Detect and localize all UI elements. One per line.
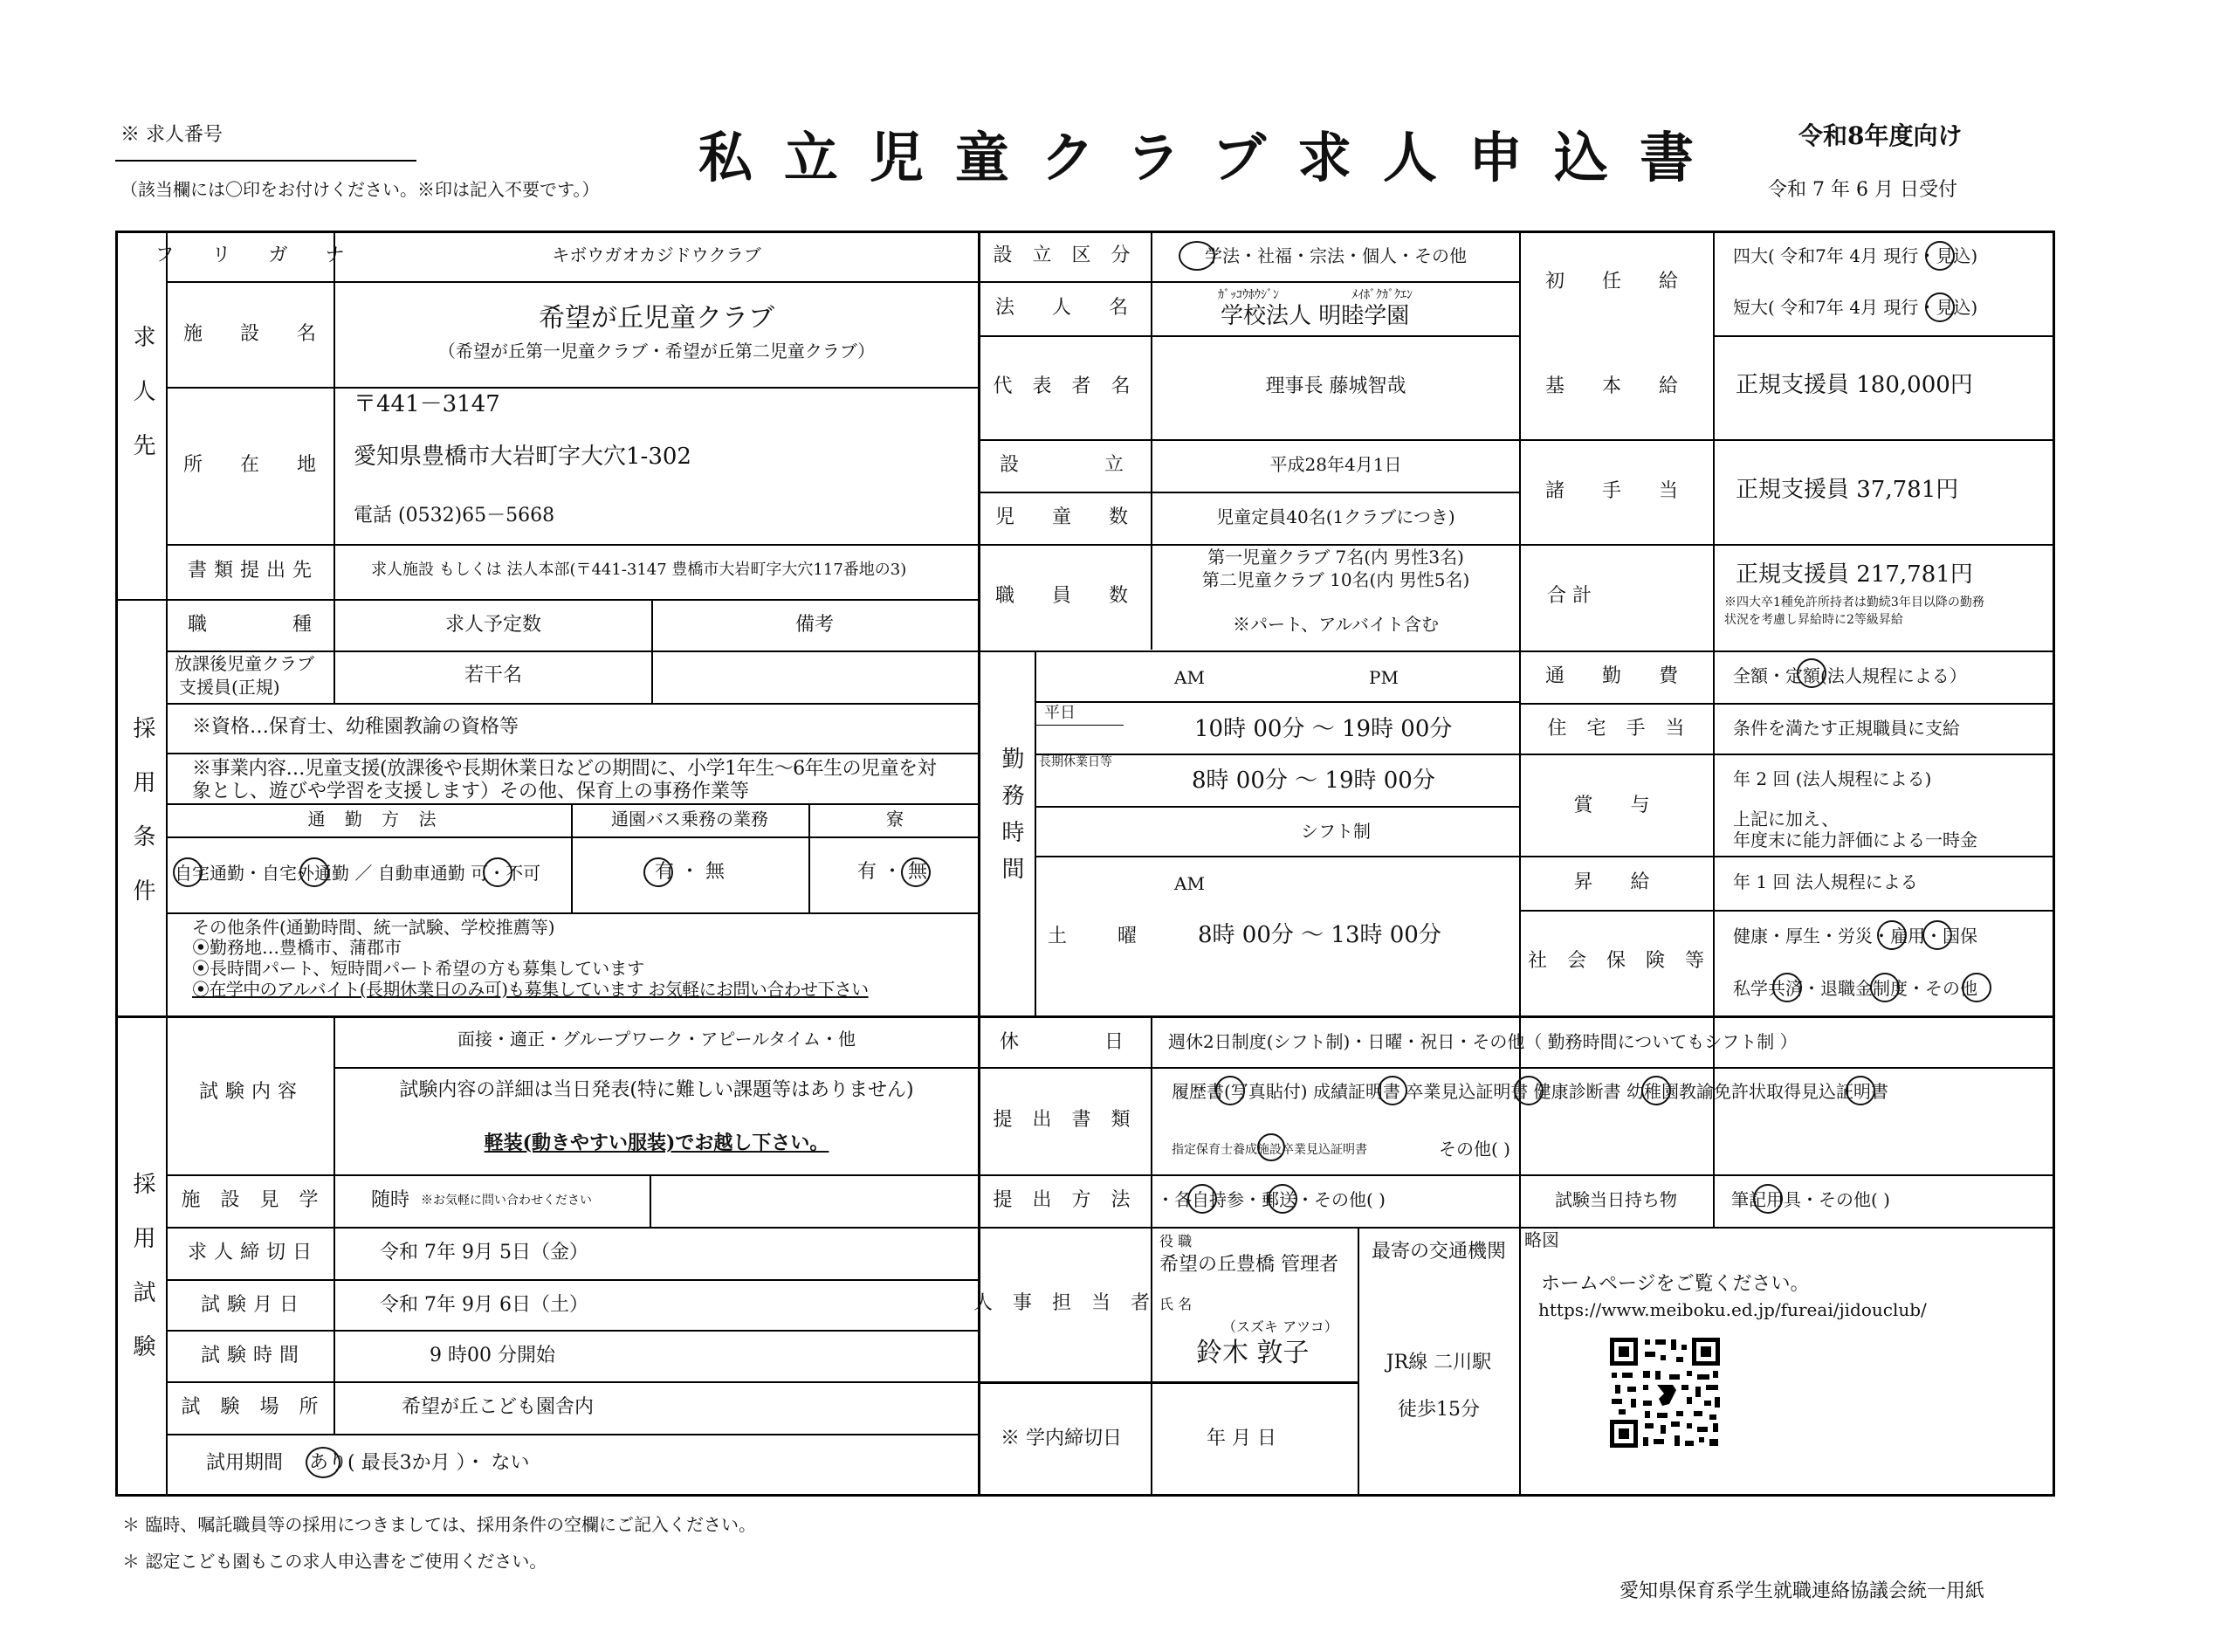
value-shimei-kana: （スズキ アツコ）: [1222, 1318, 1338, 1335]
label-shozaichi: 所 在 地: [183, 454, 332, 476]
value-kengaku: 随時: [371, 1189, 410, 1211]
value-setsuritsu: 平成28年4月1日: [1269, 454, 1402, 475]
value-shokushu-1: 放課後児童クラブ: [175, 653, 314, 674]
label-daihyo: 代 表 者 名: [993, 375, 1138, 397]
value-teate: 正規支援員 37,781円: [1736, 477, 1959, 503]
value-hp-2: https://www.meiboku.ed.jp/fureai/jidouclub/: [1538, 1299, 1927, 1320]
mark-rireki: [1215, 1076, 1245, 1105]
label-jutaku: 住 宅 手 当: [1547, 718, 1692, 740]
value-shokushu-2: 支援員(正規): [179, 677, 280, 698]
value-sonota-1: その他条件(通勤時間、統一試験、学校推薦等): [192, 917, 555, 938]
label-shimei: 氏 名: [1159, 1296, 1193, 1312]
mark-jisan: [1187, 1184, 1217, 1214]
label-jidosu: 児 童 数: [995, 506, 1144, 528]
kyujin-bango-underline: [115, 160, 416, 162]
label-chokikyu: 長期休業日等: [1039, 755, 1112, 769]
footer-note-2: ＊ 認定こども園もこの求人申込書をご使用ください。: [122, 1551, 547, 1572]
section-kyujin: 求人先: [129, 325, 155, 487]
label-shoyo: 賞 与: [1573, 795, 1666, 816]
label-gakunai: ※ 学内締切日: [1001, 1428, 1122, 1449]
value-doyo-time: 8時 00分 ～ 13時 00分: [1198, 922, 1441, 948]
label-shisetsu: 施 設 名: [183, 323, 332, 345]
label-setsuritsu: 設 立: [999, 454, 1140, 476]
label-doyo: 土 曜: [1047, 926, 1153, 947]
value-shokuin-2: 第二児童クラブ 10名(内 男性5名): [1201, 569, 1470, 590]
value-teishutsu-2b: その他( ): [1439, 1139, 1510, 1160]
mark-sotsugyo: [1514, 1076, 1544, 1105]
value-gakunai: 年 月 日: [1207, 1428, 1276, 1449]
value-shisetsu-sub: （希望が丘第一児童クラブ・希望が丘第二児童クラブ）: [437, 341, 876, 361]
value-shikenbi: 令和 7年 9月 6日（土）: [380, 1294, 588, 1316]
value-jutaku: 条件を満たす正規職員に支給: [1733, 718, 1960, 739]
value-shokuin-1: 第一児童クラブ 7名(内 男性3名): [1207, 547, 1464, 568]
value-zip: 〒441－3147: [354, 391, 500, 417]
value-tsukin: 自宅通勤・自宅外通勤 ／ 自動車通勤 可・不可: [175, 863, 541, 884]
label-tsukin-hoho: 通 勤 方 法: [307, 809, 444, 829]
label-shiken-jikan: 試験時間: [200, 1345, 306, 1366]
label-tsukinhi: 通 勤 費: [1545, 665, 1694, 687]
value-mochimono: 筆記用具・その他( ): [1731, 1189, 1890, 1210]
value-tel: 電話 (0532)65－5668: [354, 505, 555, 527]
value-shikaku: ※資格…保育士、幼稚園教諭の資格等: [192, 716, 519, 738]
label-ryo: 寮: [886, 809, 904, 829]
value-hp-1: ホームページをご覧ください。: [1541, 1273, 1810, 1295]
label-mochimono: 試験当日持ち物: [1555, 1189, 1677, 1210]
value-gokei-note-2: 状況を考慮し昇給時に2等級昇給: [1724, 613, 1903, 627]
mark-ari: [306, 1447, 340, 1478]
label-kengaku: 施 設 見 学: [181, 1189, 326, 1211]
value-shiken-basho: 希望が丘こども園舎内: [402, 1396, 595, 1418]
label-kyujitsu: 休 日: [999, 1031, 1140, 1053]
value-shoyo-3: 年度末に能力評価による一時金: [1733, 829, 1977, 850]
value-shiken-naiyo-3: 軽装(動きやすい服装)でお越し下さい。: [484, 1132, 829, 1154]
mark-yosei: [1257, 1133, 1285, 1161]
value-gokei: 正規支援員 217,781円: [1736, 561, 1973, 588]
label-yakushoku: 役 職: [1159, 1233, 1193, 1249]
label-teishutsu-hoho: 提 出 方 法: [993, 1189, 1138, 1211]
value-address: 愛知県豊橋市大岩町字大穴1-302: [354, 444, 691, 470]
value-kihon: 正規支援員 180,000円: [1736, 372, 1973, 398]
value-shokyu: 年 1 回 法人規程による: [1733, 871, 1918, 892]
value-shift: シフト制: [1301, 821, 1371, 842]
section-saiyo-shiken: 採用試験: [129, 1172, 155, 1388]
section-saiyo-joken: 採用条件: [129, 716, 155, 933]
value-setsuritsu-kubun: 学法・社福・宗法・個人・その他: [1205, 245, 1467, 266]
label-shiken-naiyo: 試験内容: [198, 1081, 305, 1103]
mark-rosai: [1877, 920, 1907, 950]
label-shiken-basho: 試 験 場 所: [181, 1396, 326, 1418]
value-shiyo-kikan: あり( 最長3か月 ）・ ない: [309, 1452, 530, 1474]
mark-bus-yu: [643, 857, 673, 887]
value-jigyo-1: ※事業内容…児童支援(放課後や長期休業日などの期間に、小学1年生～6年生の児童を対: [192, 758, 937, 780]
instruction-note: （該当欄には〇印をお付けください。※印は記入不要です。）: [120, 179, 600, 200]
value-shakai-1: 健康・厚生・労災・雇用・国保: [1733, 926, 1977, 946]
label-bus: 通園バス乗務の業務: [611, 809, 768, 829]
mark-shigaku: [1772, 973, 1802, 1002]
value-shisetsu-name: 希望が丘児童クラブ: [539, 303, 774, 334]
label-shikenbi: 試験月日: [200, 1294, 306, 1316]
value-furigana: キボウガオカジドウクラブ: [552, 244, 761, 265]
value-gokei-note-1: ※四大卒1種免許所持者は勤続3年目以降の勤務: [1724, 595, 1984, 609]
label-jinji: 人 事 担 当 者: [973, 1292, 1157, 1314]
mark-ryo-mu: [901, 857, 931, 887]
label-shokyu: 昇 給: [1573, 871, 1666, 893]
mark-jitaku: [173, 857, 203, 887]
value-shiken-naiyo-1: 面接・適正・グループワーク・アピールタイム・他: [457, 1029, 856, 1050]
value-kotsu-2: 徒歩15分: [1398, 1399, 1480, 1421]
value-yakushoku: 希望の丘豊橋 管理者: [1159, 1254, 1338, 1276]
label-shoninkyu: 初 任 給: [1545, 271, 1694, 293]
label-shiyo-kikan: 試用期間: [206, 1452, 284, 1474]
mark-kenko: [1641, 1076, 1671, 1105]
label-shokushu: 職 種: [187, 614, 328, 636]
label-kihonkyu: 基 本 給: [1545, 375, 1694, 397]
value-shoyo-1: 年 2 回 (法人規程による): [1733, 768, 1932, 789]
value-teishutsu-1: 履歴書(写真貼付) 成績証明書 卒業見込証明書 健康診断書 幼稚園教諭免許状取得見込証明書: [1172, 1081, 1889, 1102]
value-pm: PM: [1369, 667, 1399, 688]
value-shokuin-3: ※パート、アルバイト含む: [1233, 614, 1439, 635]
value-hojin-kana-2: ﾒｲﾎﾞｸｶﾞｸｴﾝ: [1351, 288, 1413, 302]
section-kinmu-jikan: 勤務時間: [998, 747, 1024, 893]
value-sonota-3: ⦿長時間パート、短時間パート希望の方も募集しています: [192, 958, 645, 979]
label-biko: 備考: [794, 614, 835, 636]
value-shiken-jikan: 9 時00 分開始: [430, 1345, 555, 1366]
label-shimekiri: 求人締切日: [187, 1242, 320, 1263]
mark-gakuho: [1179, 241, 1215, 271]
label-furigana: フ リ ガ ナ: [155, 244, 361, 266]
label-setsuritsu-kubun: 設 立 区 分: [993, 244, 1138, 266]
received-date: 令和 7 年 6 月 日受付: [1768, 179, 1957, 201]
label-shorui: 書類提出先: [187, 560, 320, 582]
mark-genko-1: [1925, 241, 1955, 271]
value-teishutsu-hoho: ・各自持参・郵送・その他( ): [1157, 1189, 1386, 1210]
value-yotei: 若干名: [464, 664, 523, 686]
label-gokei: 合 計: [1547, 585, 1592, 607]
value-tsukinhi: 全額・定額(法人規程による）: [1733, 665, 1967, 686]
mark-taishokukin: [1870, 973, 1900, 1002]
kyujin-bango-label: ※ 求人番号: [120, 124, 223, 146]
value-kyujitsu: 週休2日制度(シフト制)・日曜・祝日・その他（ 勤務時間についてもシフト制 ）: [1168, 1031, 1798, 1052]
mark-genko-2: [1925, 293, 1955, 322]
value-shoyo-2: 上記に加え、: [1733, 809, 1840, 829]
value-hojin-kana-1: ｶﾞｯｺｳﾎｳｼﾞﾝ: [1218, 288, 1279, 302]
mark-teigaku: [1797, 658, 1826, 688]
value-shimei: 鈴木 敦子: [1196, 1338, 1310, 1368]
value-shorui: 求人施設 もしくは 法人本部(〒441-3147 豊橋市大岩町字大穴117番地の3): [371, 561, 907, 579]
mark-seiseki: [1378, 1076, 1407, 1105]
value-jigyo-2: 象とし、遊びや学習を支援します）その他、保育上の事務作業等: [192, 781, 750, 802]
label-shokuinsu: 職 員 数: [995, 585, 1144, 607]
mark-sonota: [1962, 973, 1991, 1002]
value-shakai-2: 私学共済・退職金制度・その他: [1733, 978, 1977, 999]
label-teate: 諸 手 当: [1545, 480, 1694, 502]
label-ryakuzu: 略図: [1524, 1229, 1559, 1250]
value-kotsu-1: JR線 二川駅: [1386, 1352, 1492, 1373]
label-heijitsu: 平日: [1044, 704, 1076, 722]
label-kotsu: 最寄の交通機関: [1371, 1241, 1507, 1263]
footer-note-1: ＊ 臨時、嘱託職員等の採用につきましては、採用条件の空欄にご記入ください。: [122, 1514, 756, 1535]
label-hojin: 法 人 名: [995, 297, 1144, 319]
footer-org: 愛知県保育系学生就職連絡協議会統一用紙: [1620, 1580, 1985, 1602]
value-shiken-naiyo-2: 試験内容の詳細は当日発表(特に難しい課題等はありません): [399, 1079, 914, 1101]
value-teishutsu-2: 指定保育士養成施設卒業見込証明書: [1172, 1143, 1367, 1157]
mark-ka: [483, 857, 512, 887]
qr-code: [1608, 1336, 1722, 1449]
label-shakai: 社 会 保 険 等: [1528, 950, 1711, 972]
value-shonin-2: 短大( 令和7年 4月 現行・見込): [1733, 297, 1978, 318]
mark-hikki: [1753, 1184, 1783, 1214]
value-heijitsu-time: 10時 00分 ～ 19時 00分: [1194, 716, 1453, 742]
value-kengaku-note: ※お気軽に問い合わせください: [421, 1194, 592, 1208]
value-sonota-4: ⦿在学中のアルバイト(長期休業日のみ可)も募集しています お気軽にお問い合わせ下さい: [192, 979, 869, 1000]
mark-yuso: [1268, 1184, 1297, 1214]
target-year: 令和8年度向け: [1798, 121, 1963, 150]
value-sonota-2: ⦿勤務地…豊橋市、蒲郡市: [192, 937, 402, 958]
value-chokikyu-time: 8時 00分 ～ 19時 00分: [1192, 767, 1435, 794]
label-yotei: 求人予定数: [444, 614, 542, 636]
mark-koyo: [1922, 920, 1952, 950]
value-shonin-1: 四大( 令和7年 4月 現行・見込): [1733, 245, 1978, 266]
value-daihyo: 理事長 藤城智哉: [1265, 375, 1406, 397]
value-am: AM: [1174, 667, 1205, 688]
value-ryo: 有 ・ 無: [857, 861, 927, 883]
value-doyo-am: AM: [1174, 873, 1205, 894]
value-jidosu: 児童定員40名(1クラブにつき): [1216, 506, 1455, 527]
label-teishutsu-shorui: 提 出 書 類: [993, 1109, 1138, 1131]
page-title: 私立児童クラブ求人申込書: [698, 126, 1726, 189]
mark-jitakugai: [299, 857, 329, 887]
value-bus: 有 ・ 無: [655, 861, 725, 883]
value-hojin: 学校法人 明睦学園: [1221, 303, 1410, 329]
mark-menkyo: [1846, 1076, 1875, 1105]
value-shimekiri: 令和 7年 9月 5日（金）: [380, 1242, 588, 1263]
